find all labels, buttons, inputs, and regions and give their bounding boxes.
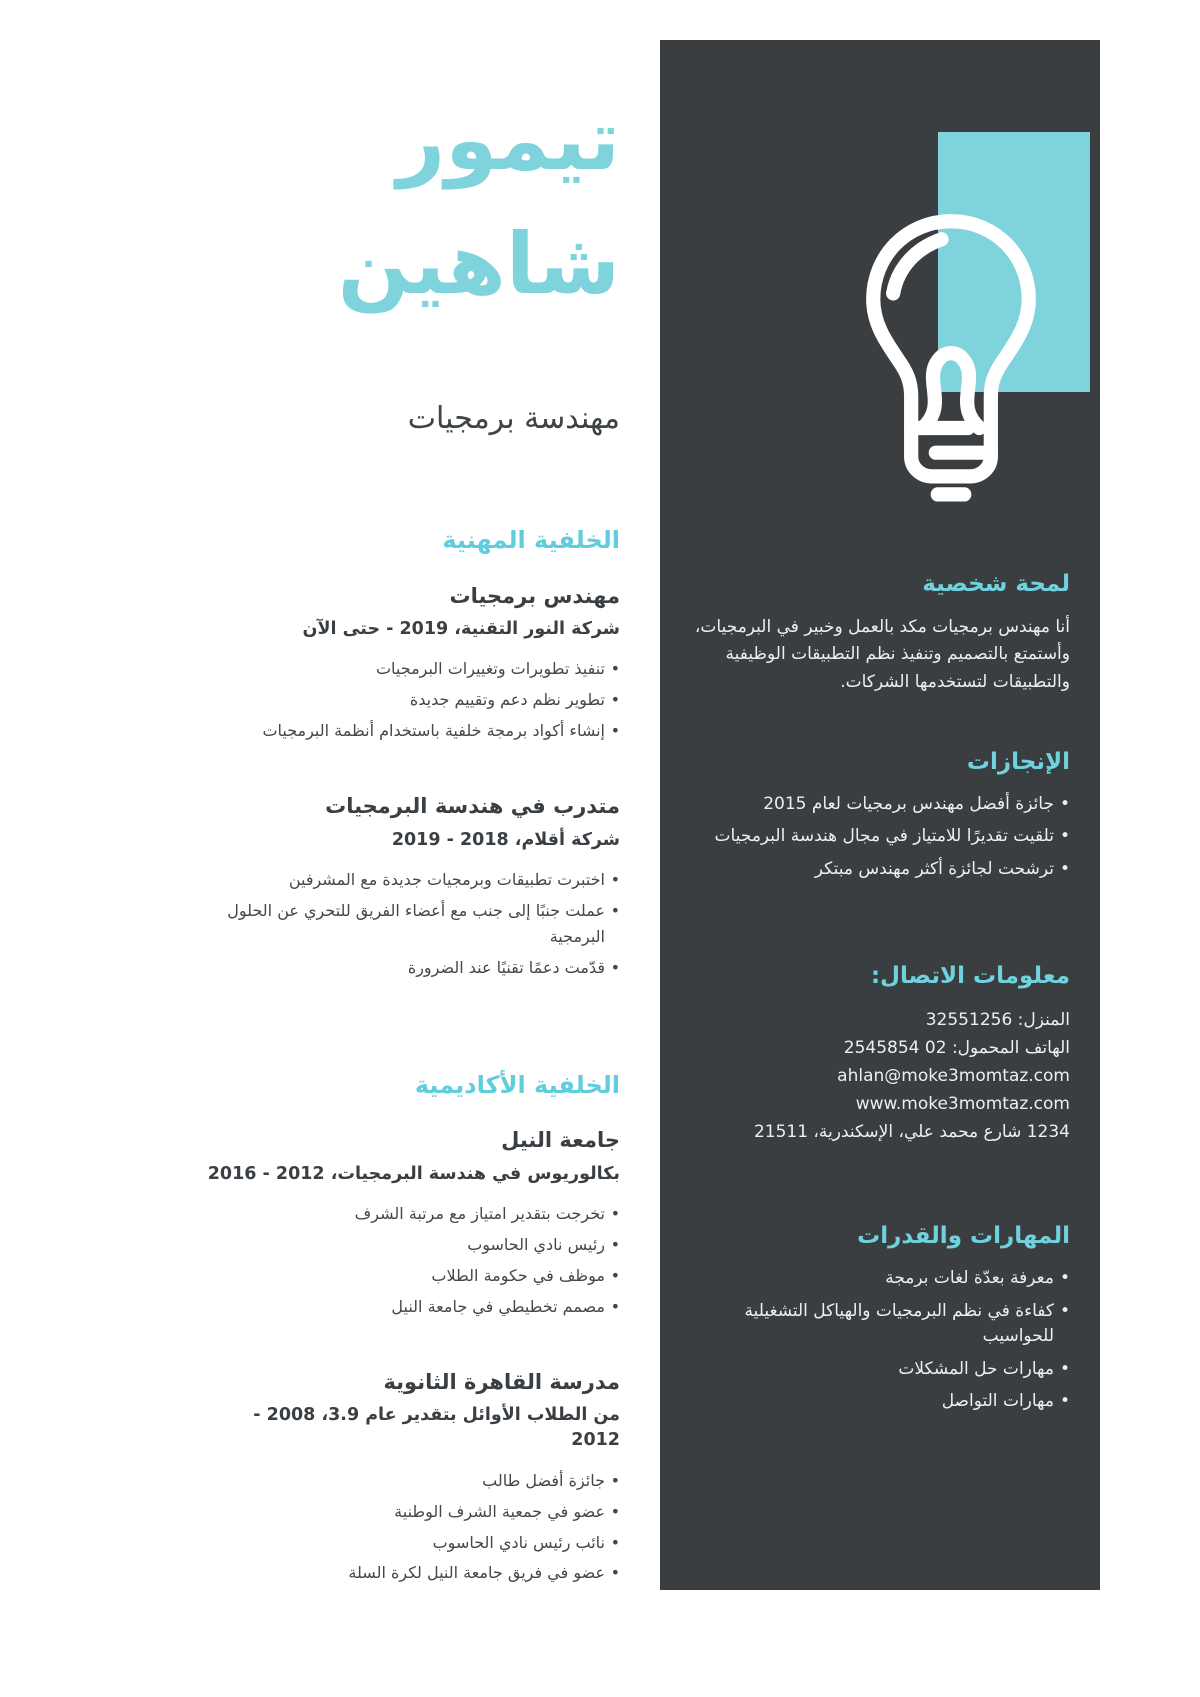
- academic-heading: الخلفية الأكاديمية: [414, 1070, 620, 1099]
- skills-section: [694, 1220, 1070, 1415]
- summary-section: [694, 568, 1070, 696]
- entry-bullets: [200, 1201, 620, 1320]
- entry-title: جامعة النيل: [501, 1128, 620, 1153]
- list-item: • عضو في فريق جامعة النيل لكرة السلة: [200, 1560, 620, 1586]
- entry-meta: شركة أقلام، 2018 - 2019: [391, 829, 620, 850]
- contact-email: ahlan@moke3momtaz.com: [837, 1065, 1070, 1086]
- list-item: • كفاءة في نظم البرمجيات والهياكل التشغيلية للحواسيب: [694, 1299, 1070, 1350]
- summary-text: أنا مهندس برمجيات مكد بالعمل وخبير في البرمجيات، وأستمتع بالتصميم وتنفيذ نظم التطبيقات الوظيفية والتطبيقات لتستخدمها الشركات.: [694, 617, 1070, 692]
- entry-title: مهندس برمجيات: [449, 583, 620, 608]
- education-entry: [200, 1126, 620, 1319]
- list-item: • نائب رئيس نادي الحاسوب: [200, 1530, 620, 1556]
- list-item: • عضو في جمعية الشرف الوطنية: [200, 1499, 620, 1525]
- contact-address: 1234 شارع محمد علي، الإسكندرية، 21511: [753, 1121, 1070, 1142]
- list-item: • قدّمت دعمًا تقنيًا عند الضرورة: [200, 955, 620, 981]
- lightbulb-graphic: [660, 40, 1100, 440]
- list-item: • تلقيت تقديرًا للامتياز في مجال هندسة البرمجيات: [694, 824, 1070, 850]
- list-item: • رئيس نادي الحاسوب: [200, 1232, 620, 1258]
- list-item: • مهارات التواصل: [694, 1389, 1070, 1415]
- summary-heading: لمحة شخصية: [922, 571, 1070, 597]
- list-item: • تخرجت بتقدير امتياز مع مرتبة الشرف: [200, 1201, 620, 1227]
- entry-meta: شركة النور التقنية، 2019 - حتى الآن: [302, 619, 620, 640]
- job-title: مهندسة برمجيات: [407, 400, 620, 436]
- entry-bullets: [200, 867, 620, 981]
- person-name: [200, 78, 620, 327]
- contact-section: [694, 960, 1070, 1145]
- list-item: • اختبرت تطبيقات وبرمجيات جديدة مع المشرفين: [200, 867, 620, 893]
- list-item: • جائزة أفضل طالب: [200, 1468, 620, 1494]
- entry-title: مدرسة القاهرة الثانوية: [383, 1369, 620, 1394]
- contact-home-phone: المنزل: 32551256: [925, 1009, 1070, 1030]
- contact-lines: [694, 1006, 1070, 1146]
- achievements-heading: الإنجازات: [966, 748, 1070, 775]
- last-name: شاهين: [337, 215, 620, 314]
- contact-website: www.moke3momtaz.com: [855, 1093, 1070, 1114]
- entry-bullets: [200, 656, 620, 744]
- lightbulb-icon: [856, 208, 1046, 502]
- list-item: • معرفة بعدّة لغات برمجة: [694, 1266, 1070, 1292]
- entry-title: متدرب في هندسة البرمجيات: [325, 794, 620, 819]
- skills-heading: المهارات والقدرات: [857, 1222, 1070, 1249]
- skills-list: [694, 1266, 1070, 1415]
- entry-meta: بكالوريوس في هندسة البرمجيات، 2012 - 2016: [207, 1163, 620, 1184]
- first-name: تيمور: [396, 91, 620, 189]
- list-item: • موظف في حكومة الطلاب: [200, 1263, 620, 1289]
- sidebar: [660, 40, 1100, 1590]
- list-item: • تطوير نظم دعم وتقييم جديدة: [200, 687, 620, 713]
- list-item: • مهارات حل المشكلات: [694, 1357, 1070, 1383]
- achievements-list: [694, 792, 1070, 883]
- list-item: • جائزة أفضل مهندس برمجيات لعام 2015: [694, 792, 1070, 818]
- list-item: • عملت جنبًا إلى جنب مع أعضاء الفريق للتحري عن الحلول البرمجية: [200, 898, 620, 950]
- entry-meta: من الطلاب الأوائل بتقدير عام 3.9، 2008 - 2012: [253, 1404, 620, 1451]
- achievements-section: [694, 746, 1070, 883]
- education-entry: [200, 1368, 620, 1587]
- experience-entry: [200, 792, 620, 980]
- list-item: • ترشحت لجائزة أكثر مهندس مبتكر: [694, 857, 1070, 883]
- list-item: • إنشاء أكواد برمجة خلفية باستخدام أنظمة البرمجيات: [200, 718, 620, 744]
- sidebar-content: [660, 568, 1100, 1415]
- list-item: • مصمم تخطيطي في جامعة النيل: [200, 1294, 620, 1320]
- entry-bullets: [200, 1468, 620, 1587]
- list-item: • تنفيذ تطويرات وتغييرات البرمجيات: [200, 656, 620, 682]
- experience-entry: [200, 582, 620, 744]
- contact-heading: معلومات الاتصال:: [870, 963, 1070, 990]
- contact-mobile-phone: الهاتف المحمول: 02 2545854: [843, 1037, 1070, 1058]
- main-column: [200, 0, 620, 1591]
- professional-heading: الخلفية المهنية: [442, 526, 620, 555]
